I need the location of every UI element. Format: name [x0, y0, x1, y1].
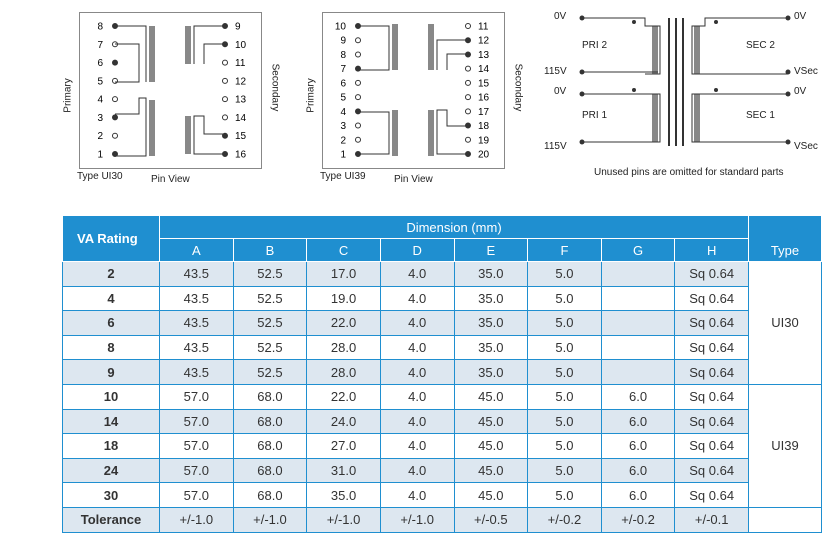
column-header-g: G	[601, 239, 675, 262]
pin-label: 14	[478, 64, 490, 76]
pin-5	[356, 95, 361, 100]
dimension-cell-a: 43.5	[160, 262, 234, 287]
dimension-cell-g: 6.0	[601, 483, 675, 508]
va-rating-cell: 18	[63, 434, 160, 459]
pin-label: 18	[478, 121, 490, 133]
table-row	[63, 458, 822, 483]
dimension-cell-f: 5.0	[528, 262, 602, 287]
ui30-pin-view-diagram	[62, 12, 281, 185]
va-rating-cell: 14	[63, 409, 160, 434]
pin-label: 16	[478, 92, 490, 104]
tolerance-label: Tolerance	[63, 507, 160, 532]
dimension-cell-a: 57.0	[160, 458, 234, 483]
pin-label: 3	[97, 112, 103, 124]
dimension-cell-g	[601, 360, 675, 385]
pin-16	[466, 95, 471, 100]
dimension-cell-h: Sq 0.64	[675, 434, 749, 459]
dimension-cell-f: 5.0	[528, 311, 602, 336]
dimension-cell-d: 4.0	[380, 335, 454, 360]
pin-label: 16	[235, 149, 247, 161]
sec1-label: SEC 1	[746, 110, 775, 121]
pin-13	[223, 97, 228, 102]
pin-label: 15	[478, 78, 490, 90]
tolerance-cell-c: +/-1.0	[307, 507, 381, 532]
column-header-d: D	[380, 239, 454, 262]
dimension-cell-h: Sq 0.64	[675, 483, 749, 508]
dimension-cell-e: 35.0	[454, 286, 528, 311]
pin-label: 8	[97, 21, 103, 33]
dimension-cell-b: 52.5	[233, 286, 307, 311]
dimension-table	[62, 215, 822, 533]
pin-3	[356, 123, 361, 128]
column-header-f: F	[528, 239, 602, 262]
dimension-cell-e: 45.0	[454, 483, 528, 508]
pin-label: 10	[235, 39, 247, 51]
dimension-cell-c: 27.0	[307, 434, 381, 459]
pin-label: 2	[340, 135, 346, 147]
column-header-c: C	[307, 239, 381, 262]
dimension-cell-b: 52.5	[233, 311, 307, 336]
dimension-cell-f: 5.0	[528, 483, 602, 508]
dimension-cell-d: 4.0	[380, 409, 454, 434]
pin-11	[223, 60, 228, 65]
type-cell: UI39	[749, 384, 822, 507]
va-rating-cell: 2	[63, 262, 160, 287]
tolerance-cell-d: +/-1.0	[380, 507, 454, 532]
dimension-cell-b: 68.0	[233, 483, 307, 508]
dimension-cell-e: 45.0	[454, 458, 528, 483]
dimension-cell-d: 4.0	[380, 483, 454, 508]
tolerance-cell-e: +/-0.5	[454, 507, 528, 532]
dimension-cell-c: 17.0	[307, 262, 381, 287]
dimension-cell-e: 45.0	[454, 384, 528, 409]
type-label: Type UI30	[77, 171, 123, 182]
pri2-label: PRI 2	[582, 40, 608, 51]
pin-label: 13	[235, 94, 247, 106]
pin-2	[356, 137, 361, 142]
va-rating-cell: 30	[63, 483, 160, 508]
dimension-cell-g	[601, 311, 675, 336]
pin-label: 6	[97, 58, 103, 70]
dimension-cell-c: 31.0	[307, 458, 381, 483]
pin-12	[223, 78, 228, 83]
dimension-cell-f: 5.0	[528, 286, 602, 311]
va-rating-header: VA Rating	[63, 216, 160, 262]
pin-label: 14	[235, 112, 247, 124]
pin-label: 1	[340, 149, 346, 161]
pin-label: 17	[478, 106, 490, 118]
tolerance-cell-g: +/-0.2	[601, 507, 675, 532]
dimension-cell-a: 43.5	[160, 311, 234, 336]
va-rating-cell: 6	[63, 311, 160, 336]
dimension-cell-b: 68.0	[233, 434, 307, 459]
view-label: Pin View	[151, 174, 190, 185]
sec2-0v-label: 0V	[794, 11, 807, 22]
dimension-cell-c: 22.0	[307, 384, 381, 409]
tolerance-row	[63, 507, 822, 532]
pin-19	[466, 137, 471, 142]
pin-15	[466, 80, 471, 85]
dimension-cell-g: 6.0	[601, 458, 675, 483]
pin-label: 7	[340, 64, 346, 76]
schematic-note: Unused pins are omitted for standard parts	[594, 167, 784, 178]
va-rating-cell: 10	[63, 384, 160, 409]
dimension-cell-f: 5.0	[528, 384, 602, 409]
dimension-cell-h: Sq 0.64	[675, 262, 749, 287]
dimension-cell-a: 43.5	[160, 286, 234, 311]
pin-6	[113, 60, 118, 65]
dimension-cell-d: 4.0	[380, 262, 454, 287]
pin-label: 9	[235, 21, 241, 33]
column-header-b: B	[233, 239, 307, 262]
tolerance-cell-f: +/-0.2	[528, 507, 602, 532]
pri2-0v-label: 0V	[554, 11, 567, 22]
pin-label: 11	[235, 58, 246, 70]
ui39-pin-diagram	[322, 12, 505, 169]
dimension-cell-d: 4.0	[380, 384, 454, 409]
schematic-drawing	[530, 8, 830, 183]
pin-17	[466, 109, 471, 114]
dimension-cell-h: Sq 0.64	[675, 360, 749, 385]
pin-11	[466, 24, 471, 29]
dimension-cell-d: 4.0	[380, 458, 454, 483]
table-row	[63, 434, 822, 459]
dimension-header: Dimension (mm)	[160, 216, 749, 239]
dimension-cell-h: Sq 0.64	[675, 335, 749, 360]
pin-label: 9	[340, 35, 346, 47]
dimension-cell-f: 5.0	[528, 458, 602, 483]
sec2-vsec-label: VSec	[794, 66, 818, 77]
dimension-cell-c: 28.0	[307, 360, 381, 385]
pin-14	[466, 66, 471, 71]
pin-3	[113, 115, 118, 120]
table-row	[63, 409, 822, 434]
table-row	[63, 360, 822, 385]
tolerance-cell-a: +/-1.0	[160, 507, 234, 532]
sec1-vsec-label: VSec	[794, 141, 818, 152]
pin-5	[113, 78, 118, 83]
pin-label: 15	[235, 131, 247, 143]
pin-label: 12	[478, 35, 490, 47]
dimension-cell-c: 19.0	[307, 286, 381, 311]
pin-label: 6	[340, 78, 346, 90]
dimension-cell-f: 5.0	[528, 434, 602, 459]
dimension-cell-c: 28.0	[307, 335, 381, 360]
pin-label: 19	[478, 135, 490, 147]
pri1-0v-label: 0V	[554, 86, 567, 97]
pin-label: 8	[340, 49, 346, 61]
primary-label: Primary	[62, 78, 74, 113]
ui30-pin-diagram	[79, 12, 262, 169]
table-row	[63, 335, 822, 360]
dimension-cell-e: 35.0	[454, 360, 528, 385]
pin-label: 5	[340, 92, 346, 104]
column-header-e: E	[454, 239, 528, 262]
pri1-115v-label: 115V	[544, 141, 567, 152]
dimension-cell-e: 45.0	[454, 434, 528, 459]
dimension-cell-a: 57.0	[160, 384, 234, 409]
dimension-cell-b: 52.5	[233, 262, 307, 287]
va-rating-cell: 9	[63, 360, 160, 385]
pri1-label: PRI 1	[582, 110, 608, 121]
pin-label: 10	[334, 21, 346, 33]
sec1-0v-label: 0V	[794, 86, 807, 97]
pin-8	[356, 52, 361, 57]
type-cell: UI30	[749, 262, 822, 385]
pin-4	[356, 109, 361, 114]
dimension-cell-d: 4.0	[380, 286, 454, 311]
pin-label: 5	[97, 76, 103, 88]
pin-label: 11	[478, 21, 489, 33]
va-rating-cell: 24	[63, 458, 160, 483]
dimension-cell-b: 68.0	[233, 384, 307, 409]
dimension-cell-d: 4.0	[380, 311, 454, 336]
secondary-label: Secondary	[269, 63, 281, 112]
pin-4	[113, 97, 118, 102]
tolerance-cell-h: +/-0.1	[675, 507, 749, 532]
dimension-cell-e: 35.0	[454, 311, 528, 336]
transformer-schematic	[530, 8, 830, 183]
dimension-cell-h: Sq 0.64	[675, 384, 749, 409]
dimension-cell-d: 4.0	[380, 360, 454, 385]
dimension-cell-g	[601, 335, 675, 360]
dimension-cell-a: 57.0	[160, 483, 234, 508]
table-row	[63, 286, 822, 311]
table-row	[63, 483, 822, 508]
dimension-cell-e: 35.0	[454, 335, 528, 360]
pin-6	[356, 80, 361, 85]
dimension-cell-h: Sq 0.64	[675, 458, 749, 483]
secondary-label: Secondary	[512, 63, 524, 112]
dimension-cell-h: Sq 0.64	[675, 286, 749, 311]
pin-label: 20	[478, 149, 490, 161]
dimension-cell-d: 4.0	[380, 434, 454, 459]
table-row	[63, 311, 822, 336]
dimension-cell-c: 24.0	[307, 409, 381, 434]
dimension-cell-b: 68.0	[233, 409, 307, 434]
dimension-cell-g	[601, 286, 675, 311]
dimension-cell-g	[601, 262, 675, 287]
pin-label: 13	[478, 49, 490, 61]
type-header: Type	[749, 216, 822, 262]
dimension-cell-b: 52.5	[233, 335, 307, 360]
pin-14	[223, 115, 228, 120]
primary-label: Primary	[305, 78, 317, 113]
ui39-pin-view-diagram	[305, 12, 524, 185]
pin-label: 12	[235, 76, 247, 88]
pin-label: 7	[97, 39, 103, 51]
dimension-cell-f: 5.0	[528, 409, 602, 434]
dimension-cell-g: 6.0	[601, 384, 675, 409]
dimension-cell-c: 22.0	[307, 311, 381, 336]
pin-2	[113, 133, 118, 138]
pin-label: 2	[97, 131, 103, 143]
table-row	[63, 262, 822, 287]
pin-label: 4	[97, 94, 103, 106]
dimension-cell-h: Sq 0.64	[675, 311, 749, 336]
va-rating-cell: 4	[63, 286, 160, 311]
table-row	[63, 384, 822, 409]
dimension-cell-b: 68.0	[233, 458, 307, 483]
dimension-cell-a: 43.5	[160, 360, 234, 385]
tolerance-cell-b: +/-1.0	[233, 507, 307, 532]
tolerance-type-cell	[749, 507, 822, 532]
sec2-label: SEC 2	[746, 40, 775, 51]
pin-label: 4	[340, 106, 346, 118]
pin-label: 1	[97, 149, 103, 161]
dimension-cell-a: 43.5	[160, 335, 234, 360]
dimension-cell-f: 5.0	[528, 335, 602, 360]
column-header-h: H	[675, 239, 749, 262]
dimension-cell-c: 35.0	[307, 483, 381, 508]
type-label: Type UI39	[320, 171, 366, 182]
dimension-cell-e: 45.0	[454, 409, 528, 434]
dimension-cell-b: 52.5	[233, 360, 307, 385]
dimension-cell-g: 6.0	[601, 409, 675, 434]
column-header-a: A	[160, 239, 234, 262]
pin-label: 3	[340, 121, 346, 133]
view-label: Pin View	[394, 174, 433, 185]
dimension-cell-e: 35.0	[454, 262, 528, 287]
pri2-115v-label: 115V	[544, 66, 567, 77]
dimension-cell-f: 5.0	[528, 360, 602, 385]
dimension-cell-a: 57.0	[160, 434, 234, 459]
va-rating-cell: 8	[63, 335, 160, 360]
dimension-cell-g: 6.0	[601, 434, 675, 459]
dimension-cell-h: Sq 0.64	[675, 409, 749, 434]
dimension-cell-a: 57.0	[160, 409, 234, 434]
pin-9	[356, 38, 361, 43]
